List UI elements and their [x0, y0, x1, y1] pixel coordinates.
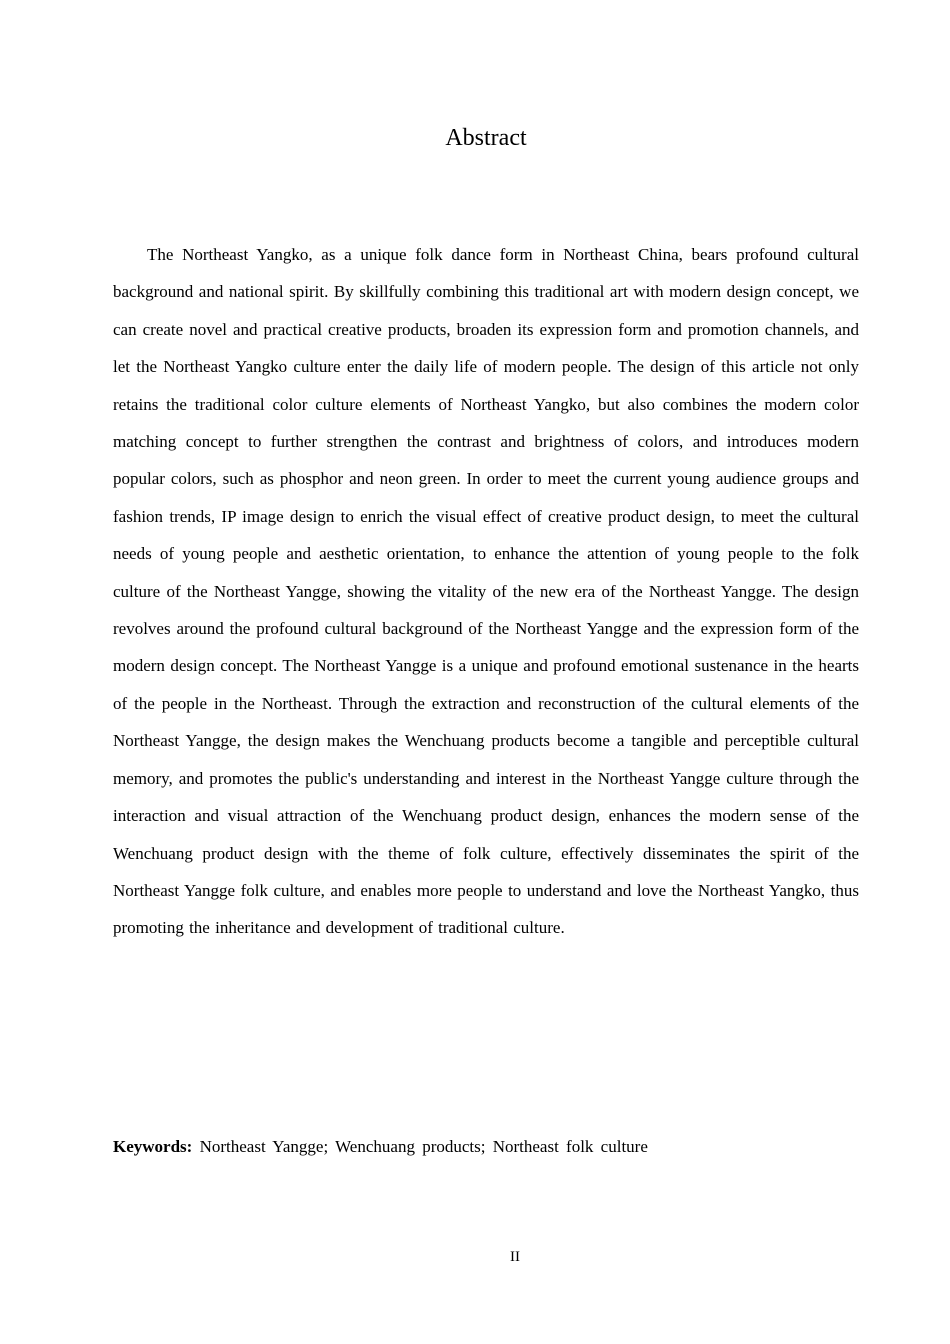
abstract-title: Abstract — [445, 125, 527, 151]
keywords-line — [113, 1131, 859, 1163]
keywords-text: Northeast Yangge; Wenchuang products; Northeast folk culture — [199, 1137, 648, 1156]
page-number: II — [510, 1249, 520, 1265]
keywords-label: Keywords: — [113, 1137, 193, 1156]
abstract-body: The Northeast Yangko, as a unique folk dance form in Northeast China, bears profound cultural background and national spirit. By skillfully combining this traditional art with modern design concept, we can create novel and practical creative products, broaden its expression form and promotion channels, and let the Northeast Yangko culture enter the daily life of modern people. The design of this article not only retains the traditional color culture elements of Northeast Yangko, but also combines the modern color matching concept to further strengthen the contrast and brightness of colors, and introduces modern popular colors, such as phosphor and neon green. In order to meet the current young audience groups and fashion trends, IP image design to enrich the visual effect of creative product design, to meet the cultural needs of young people and aesthetic orientation, to enhance the attention of young people to the folk culture of the Northeast Yangge, showing the vitality of the new era of the Northeast Yangge. The design revolves around the profound cultural background of the Northeast Yangge and the expression form of the modern design concept. The Northeast Yangge is a unique and profound emotional sustenance in the hearts of the people in the Northeast. Through the extraction and reconstruction of the cultural elements of the Northeast Yangge, the design makes the Wenchuang products become a tangible and perceptible cultural memory, and promotes the public's understanding and interest in the Northeast Yangge culture through the interaction and visual attraction of the Wenchuang product design, enhances the modern sense of the Wenchuang product design with the theme of folk culture, effectively disseminates the spirit of the Northeast Yangge folk culture, and enables more people to understand and love the Northeast Yangko, thus promoting the inheritance and development of traditional culture. — [113, 245, 859, 938]
